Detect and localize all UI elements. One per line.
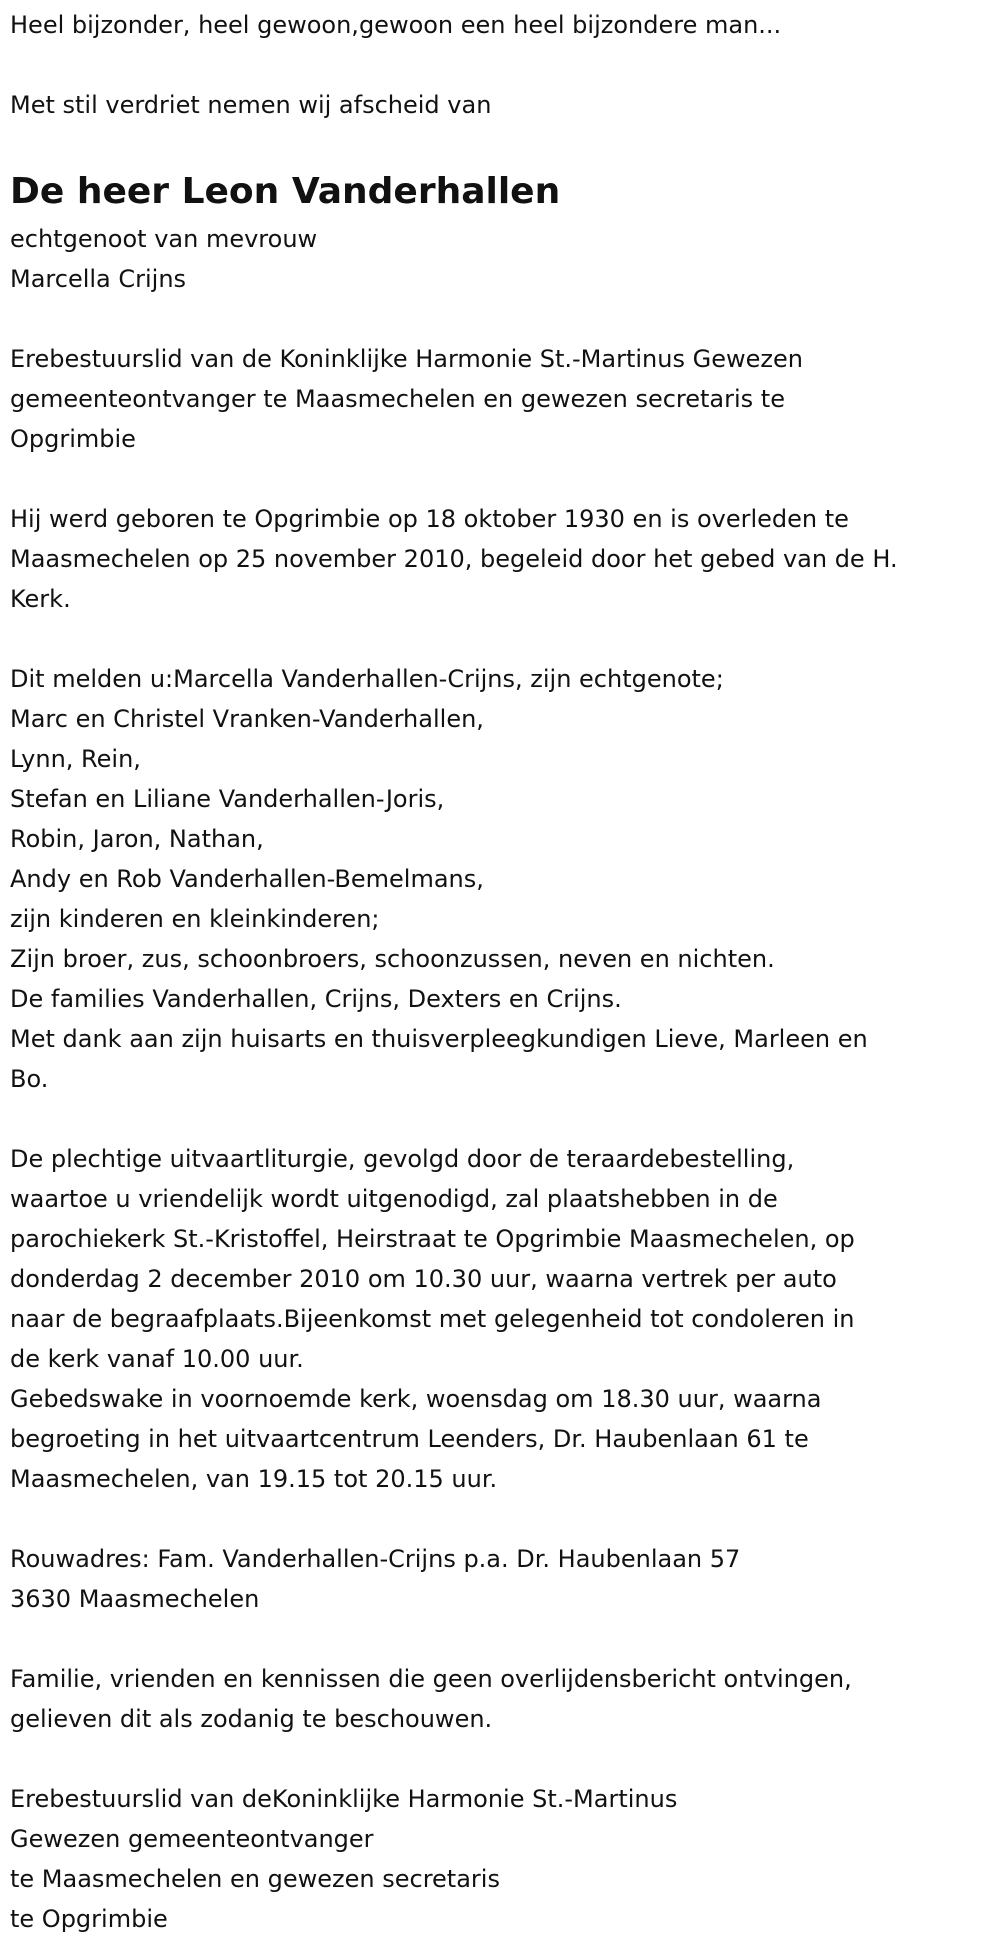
- body-paragraph: [10, 339, 1000, 459]
- text-line: Zijn broer, zus, schoonbroers, schoonzussen, neven en nichten.: [10, 945, 775, 973]
- body-paragraph: [10, 1539, 1000, 1619]
- text-line: te Maasmechelen en gewezen secretaris: [10, 1865, 500, 1893]
- text-line: Bo.: [10, 1065, 49, 1093]
- text-line: Stefan en Liliane Vanderhallen-Joris,: [10, 785, 445, 813]
- body-paragraph: [10, 1779, 1000, 1939]
- text-line: Rouwadres: Fam. Vanderhallen-Crijns p.a. Dr. Haubenlaan 57: [10, 1545, 741, 1573]
- text-line: Maasmechelen op 25 november 2010, begeleid door het gebed van de H.: [10, 545, 898, 573]
- text-line: Met dank aan zijn huisarts en thuisverpleegkundigen Lieve, Marleen en: [10, 1025, 868, 1053]
- text-line: Familie, vrienden en kennissen die geen overlijdensbericht ontvingen,: [10, 1665, 852, 1693]
- deceased-name-heading: De heer Leon Vanderhallen: [10, 171, 561, 212]
- body-paragraph: [10, 1659, 1000, 1739]
- text-line: zijn kinderen en kleinkinderen;: [10, 905, 380, 933]
- text-line: De plechtige uitvaartliturgie, gevolgd door de teraardebestelling,: [10, 1145, 795, 1173]
- body-paragraph: [10, 499, 1000, 619]
- text-line: Gebedswake in voornoemde kerk, woensdag om 18.30 uur, waarna: [10, 1385, 822, 1413]
- text-line: Lynn, Rein,: [10, 745, 141, 773]
- text-line: Marc en Christel Vranken-Vanderhallen,: [10, 705, 484, 733]
- text-line: Kerk.: [10, 585, 71, 613]
- text-line: 3630 Maasmechelen: [10, 1585, 260, 1613]
- text-line: naar de begraafplaats.Bijeenkomst met gelegenheid tot condoleren in: [10, 1305, 855, 1333]
- text-line: Andy en Rob Vanderhallen-Bemelmans,: [10, 865, 484, 893]
- text-line: donderdag 2 december 2010 om 10.30 uur, waarna vertrek per auto: [10, 1265, 837, 1293]
- body-paragraph: [10, 219, 1000, 299]
- text-line: waartoe u vriendelijk wordt uitgenodigd, zal plaatshebben in de: [10, 1185, 778, 1213]
- text-line: Maasmechelen, van 19.15 tot 20.15 uur.: [10, 1465, 498, 1493]
- intro-paragraph: [10, 5, 1000, 45]
- text-line: gelieven dit als zodanig te beschouwen.: [10, 1705, 493, 1733]
- text-line: te Opgrimbie: [10, 1905, 168, 1933]
- text-line: de kerk vanaf 10.00 uur.: [10, 1345, 304, 1373]
- text-line: Hij werd geboren te Opgrimbie op 18 oktober 1930 en is overleden te: [10, 505, 849, 533]
- text-line: Erebestuurslid van deKoninklijke Harmonie St.-Martinus: [10, 1785, 678, 1813]
- text-line: Robin, Jaron, Nathan,: [10, 825, 264, 853]
- text-line: Erebestuurslid van de Koninklijke Harmonie St.-Martinus Gewezen: [10, 345, 803, 373]
- text-line: begroeting in het uitvaartcentrum Leenders, Dr. Haubenlaan 61 te: [10, 1425, 809, 1453]
- intro-line: Heel bijzonder, heel gewoon,gewoon een heel bijzondere man...: [10, 11, 782, 39]
- text-line: Opgrimbie: [10, 425, 136, 453]
- text-line: echtgenoot van mevrouw: [10, 225, 318, 253]
- lead-paragraph: [10, 85, 1000, 125]
- body-paragraph: [10, 1139, 1000, 1499]
- text-line: Dit melden u:Marcella Vanderhallen-Crijns, zijn echtgenote;: [10, 665, 724, 693]
- text-line: gemeenteontvanger te Maasmechelen en gewezen secretaris te: [10, 385, 785, 413]
- body-paragraph: [10, 659, 1000, 1099]
- text-line: De families Vanderhallen, Crijns, Dexters en Crijns.: [10, 985, 622, 1013]
- text-line: Gewezen gemeenteontvanger: [10, 1825, 374, 1853]
- text-line: Marcella Crijns: [10, 265, 187, 293]
- text-line: parochiekerk St.-Kristoffel, Heirstraat te Opgrimbie Maasmechelen, op: [10, 1225, 855, 1253]
- obituary-body: [10, 219, 1000, 1939]
- lead-line: Met stil verdriet nemen wij afscheid van: [10, 91, 492, 119]
